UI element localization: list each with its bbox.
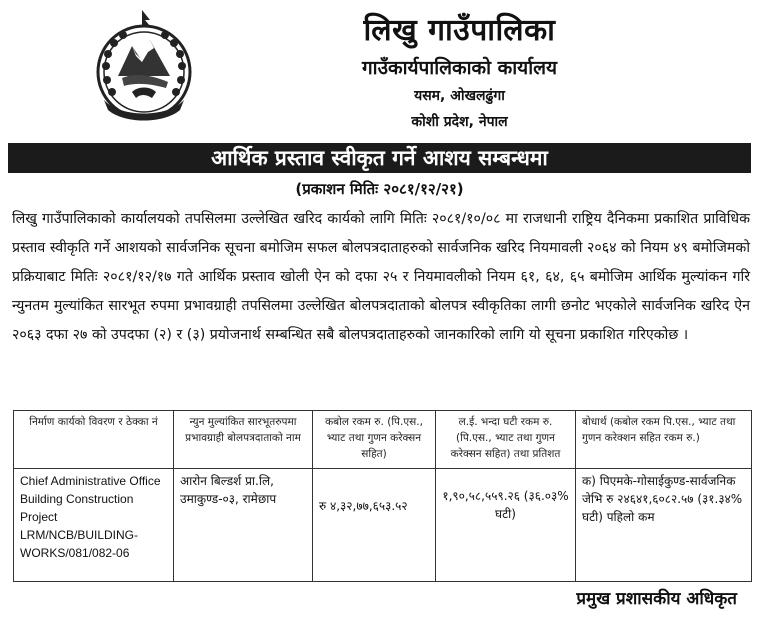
cell-below-estimate: १,९०,५८,५५९.२६ (३६.०३% घटी): [436, 469, 576, 582]
header-bidder: न्युन मुल्यांकित सारभूतरुपमा प्रभावग्राही बोलपत्रदाताको नाम: [174, 411, 313, 469]
table-row: [14, 469, 752, 582]
table-header-row: [14, 411, 752, 469]
address-line-2: कोशी प्रदेश, नेपाल: [411, 114, 508, 130]
cell-work: Chief Administrative Office Building Construction Project LRM/NCB/BUILDING-WORKS/081/082-06: [14, 469, 174, 582]
office-name: लिखु गाउँपालिका: [363, 13, 556, 48]
header-second-bidder: बोधार्थ (कबोल रकम पि.एस., भ्याट तथा गुणन करेक्शन सहित रकम रु.): [576, 411, 752, 469]
bid-table: [13, 410, 752, 582]
notice-title: आर्थिक प्रस्ताव स्वीकृत गर्ने आशय सम्बन्धमा: [8, 143, 751, 173]
header-bid-amount: कबोल रकम रु. (पि.एस., भ्याट तथा गुणन करेक्सन सहित): [313, 411, 436, 469]
cell-second-bidder: क) पिएमके-गोसाईकुण्ड-सार्वजनिक जेभि रु २४६४१,६०८२.५७ (३१.३४% घटी) पहिलो कम: [576, 469, 752, 582]
signer-title: प्रमुख प्रशासकीय अधिकृत: [576, 589, 737, 609]
address-line-1: यसम, ओखलढुंगा: [414, 88, 505, 104]
published-date: (प्रकाशन मितिः २०८१/१२/२१): [295, 180, 464, 198]
office-subtitle: गाउँकार्यपालिकाको कार्यालय: [361, 57, 558, 79]
cell-bid-amount: रु ४,३२,७७,६५३.५२: [313, 469, 436, 582]
header-below-estimate: ल.ई. भन्दा घटी रकम रु. (पि.एस., भ्याट तथा गुणन करेक्सन सहित) तथा प्रतिशत: [436, 411, 576, 469]
notice-body: लिखु गाउँपालिकाको कार्यालयको तपसिलमा उल्लेखित खरिद कार्यको लागि मितिः २०८१/१०/०८ मा राजधानी राष्ट्रिय दैनिकमा प्रकाशित प्राविधिक प्रस्ताव स्वीकृति गर्ने आशयको सार्वजनिक सूचना बमोजिम सफल बोलपत्रदाताहरुको सार्वजनिक खरिद नियमावली २०६४ को नियम ४९ बमोजिमको प्रक्रियाबाट मितिः २०८१/१२/१७ गते आर्थिक प्रस्ताव खोली ऐन को दफा २५ र नियमावलीको नियम ६१, ६४, ६५ बमोजिम आर्थिक मुल्यांकन गरि न्युनतम मुल्यांकित सारभूत रुपमा प्रभावग्राही तपसिलमा उल्लेखित बोलपत्रदाताको बोलपत्र स्वीकृतिका लागी छनोट भएकोले सार्वजनिक खरिद ऐन २०६३ दफा २७ को उपदफा (२) र (३) प्रयोजनार्थ सम्बन्धित सबै बोलपत्रदाताहरुको जानकारिको लागि यो सूचना प्रकाशित गरिएकोछ ।: [12, 211, 750, 343]
header-work: निर्माण कार्यको विवरण र ठेक्का नं: [14, 411, 174, 469]
cell-bidder: आरोन बिल्डर्श प्रा.लि, उमाकुण्ड-०३, रामेछाप: [174, 469, 313, 582]
